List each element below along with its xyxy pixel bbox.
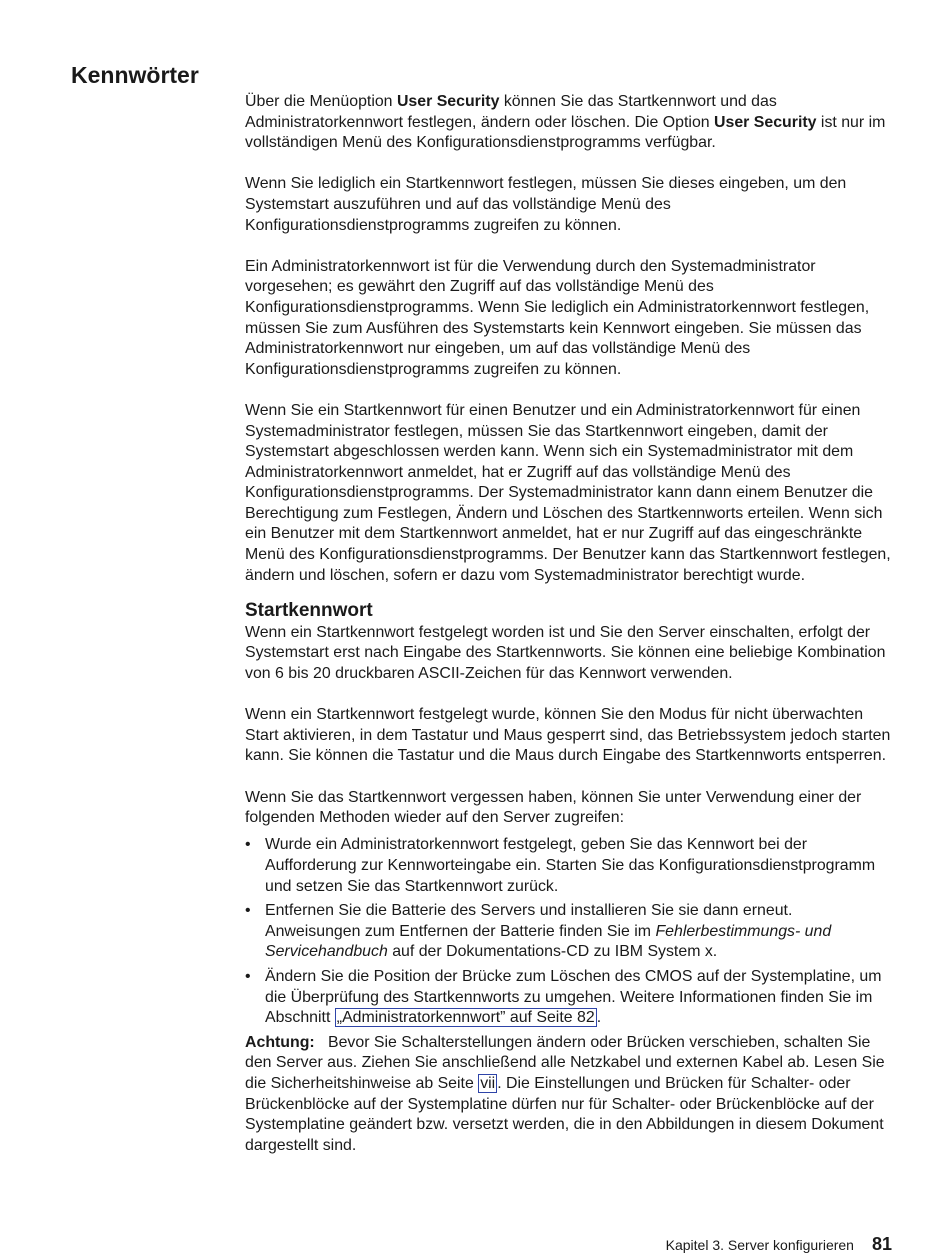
text: Entfernen Sie die Batterie des Servers und installieren Sie sie dann erneut. Anweisungen zum Entfernen der Batterie finden Sie im [265, 902, 793, 940]
menu-option: User Security [714, 113, 817, 131]
bullet: • [245, 902, 251, 920]
body-text [245, 92, 891, 1177]
list-item [245, 901, 891, 963]
safety-page-link[interactable]: vii [480, 1074, 496, 1092]
paragraph-admin-password: Ein Administratorkennwort ist für die Verwendung durch den Systemadministrator vorgesehen; es gewährt den Zugriff auf das vollständige Menü des Konfigurationsdienstprogramms. Wenn Sie lediglich ein Administratorkennwort festlegen, müssen Sie zum Ausführen des Systemstarts kein Kennwort eingeben. Sie müssen das Administratorkennwort nur eingeben, um auf das vollständige Menü des Konfigurationsdienstprogramms zugreifen zu können. [245, 257, 870, 378]
text: Wurde ein Administratorkennwort festgelegt, geben Sie das Kennwort bei der Aufforderung zur Kennworteingabe ein. Starten Sie das Konfigurationsdienstprogramm und setzen Sie das Startkennwort zurück. [265, 836, 876, 895]
text: Bevor Sie Schalterstellungen ändern oder Brücken verschieben, schalten Sie den Server aus. Ziehen Sie anschließend alle Netzkabel und externen Kabel ab. Lesen Sie die Sicherheitshinweise ab Seite [245, 1033, 889, 1092]
paragraph-startup: Wenn ein Startkennwort festgelegt worden ist und Sie den Server einschalten, erfolgt der Systemstart erst nach Eingabe des Startkennworts. Sie können eine beliebige Kombination von 6 bis 20 druckbaren ASCII-Zeichen für das Kennwort verwenden. [245, 623, 886, 683]
attention-note [245, 1033, 891, 1157]
page-footer [666, 1234, 892, 1255]
text: Ändern Sie die Position der Brücke zum Löschen des CMOS auf der Systemplatine, um die Überprüfung des Startkennworts zu umgehen. Weitere Informationen finden Sie im Abschnitt [265, 967, 882, 1027]
text: ist nur im vollständigen Menü des Konfigurationsdienstprogramms verfügbar. [245, 113, 886, 152]
paragraph-start-password-only: Wenn Sie lediglich ein Startkennwort festlegen, müssen Sie dieses eingeben, um den Systemstart auszuführen und auf das vollständige Menü des Konfigurationsdienstprogramms zugreifen zu können. [245, 175, 847, 234]
text: Über die Menüoption [245, 93, 397, 110]
paragraph-user-security [245, 92, 891, 154]
text: . Die Einstellungen und Brücken für Schalter- oder Brückenblöcke auf der Systemplatine dürfen nur für Schalter- oder Brückenblöcke auf der Systemplatine geändert bzw. versetzt werden, die in den Abbildungen in diesem Dokument dargestellt sind. [245, 1074, 884, 1154]
admin-password-link[interactable]: „Administratorkennwort” auf Seite 82 [336, 1009, 595, 1027]
note-label: Achtung: [245, 1033, 315, 1051]
method-list [245, 835, 891, 1028]
paragraph-unattended-mode: Wenn ein Startkennwort festgelegt wurde, können Sie den Modus für nicht überwachten Start aktivieren, in dem Tastatur und Maus gesperrt sind, das Betriebssystem jedoch starten kann. Sie können die Tastatur und die Maus durch Eingabe des Startkennworts entsperren. [245, 706, 891, 765]
paragraph-forgotten: Wenn Sie das Startkennwort vergessen haben, können Sie unter Verwendung einer der folgenden Methoden wieder auf den Server zugreifen: [245, 788, 862, 827]
text: . [596, 1009, 602, 1027]
menu-option: User Security [396, 93, 500, 110]
bullet: • [245, 836, 251, 854]
chapter-label: Kapitel 3. Server konfigurieren [665, 1237, 854, 1253]
page-number: 81 [871, 1234, 892, 1254]
section-title: Startkennwort [245, 599, 373, 621]
bullet: • [245, 967, 251, 985]
text: können Sie das Startkennwort und das Administratorkennwort festlegen, ändern oder löschen. Die Option [245, 93, 777, 131]
page-title: Kennwörter [71, 62, 199, 88]
paragraph-both-passwords: Wenn Sie ein Startkennwort für einen Benutzer und ein Administratorkennwort für einen Systemadministrator festlegen, müssen Sie das Startkennwort eingeben, damit der Systemstart abgeschlossen werden kann. Wenn sich ein Systemadministrator mit dem Administratorkennwort anmeldet, hat er Zugriff auf das vollständige Menü des Konfigurationsdienstprogramms. Der Systemadministrator kann dann einem Benutzer die Berechtigung zum Festlegen, Ändern und Löschen des Startkennworts erteilen. Wenn sich ein Benutzer mit dem Startkennwort anmeldet, hat er nur Zugriff auf das eingeschränkte Menü des Konfigurationsdienstprogramms. Der Benutzer kann das Startkennwort festlegen, ändern und löschen, sofern er dazu vom Systemadministrator berechtigt wurde. [245, 401, 891, 584]
list-item [245, 967, 891, 1029]
text: auf der Dokumentations-CD zu IBM System x. [387, 943, 718, 961]
list-item [245, 835, 891, 897]
book-title: Fehlerbestimmungs- und Servicehandbuch [265, 922, 832, 961]
